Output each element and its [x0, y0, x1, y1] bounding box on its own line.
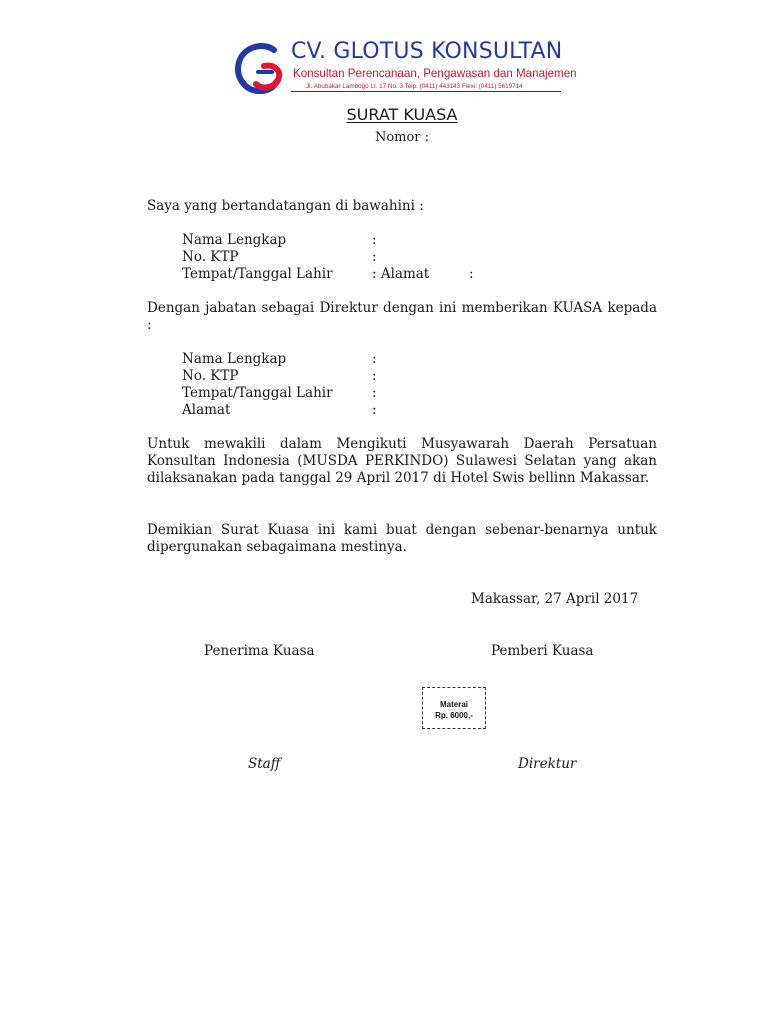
stamp-line-1: Materai: [439, 700, 468, 709]
giver-ttl-label: Tempat/Tanggal Lahir: [182, 266, 333, 282]
company-address: Jl. Abubakar Lambogo Lr. 17 No. 3 Telp. (0411) 443143 Flexi: (0411) 5619714: [306, 83, 523, 90]
receiver-label: Penerima Kuasa: [204, 643, 315, 659]
receiver-role: Staff: [248, 756, 281, 772]
position-statement: Dengan jabatan sebagai Direktur dengan ini memberikan KUASA kepada :: [147, 300, 657, 333]
receiver-ktp-label: No. KTP: [182, 368, 239, 384]
company-name: CV. GLOTUS KONSULTAN: [291, 39, 563, 64]
giver-ktp-label: No. KTP: [182, 249, 239, 265]
giver-ktp-colon: :: [372, 249, 377, 265]
giver-role: Direktur: [518, 756, 577, 772]
receiver-ttl-label: Tempat/Tanggal Lahir: [182, 385, 333, 401]
document-number: Nomor :: [374, 130, 430, 145]
company-logo: [234, 42, 286, 94]
purpose-paragraph: Untuk mewakili dalam Mengikuti Musyawarah Daerah Persatuan Konsultan Indonesia (MUSDA PERKINDO) Sulawesi Selatan yang akan dilaksanakan pada tanggal 29 April 2017 di Hotel Swis bellinn Makassar.: [147, 436, 657, 486]
place-date: Makassar, 27 April 2017: [471, 591, 639, 607]
receiver-ttl-colon: :: [372, 385, 377, 401]
intro-text: Saya yang bertandatangan di bawahini :: [147, 198, 424, 214]
stamp-line-2: Rp. 6000,-: [435, 711, 473, 720]
company-tagline: Konsultan Perencanaan, Pengawasan dan Manajemen: [293, 67, 577, 80]
receiver-address-colon: :: [372, 402, 377, 418]
receiver-ktp-colon: :: [372, 368, 377, 384]
closing-paragraph: Demikian Surat Kuasa ini kami buat dengan sebenar-benarnya untuk dipergunakan sebagaimana mestinya.: [147, 522, 657, 555]
stamp-duty-box: [422, 687, 486, 729]
giver-address-colon: :: [469, 266, 474, 282]
giver-name-colon: :: [372, 232, 377, 248]
receiver-name-label: Nama Lengkap: [182, 351, 287, 367]
giver-name-label: Nama Lengkap: [182, 232, 287, 248]
giver-ttl-value: : Alamat: [372, 266, 430, 282]
letterhead-rule: [291, 91, 561, 92]
document-title: SURAT KUASA: [346, 105, 458, 124]
receiver-address-label: Alamat: [182, 402, 231, 418]
giver-label: Pemberi Kuasa: [491, 643, 594, 659]
receiver-name-colon: :: [372, 351, 377, 367]
